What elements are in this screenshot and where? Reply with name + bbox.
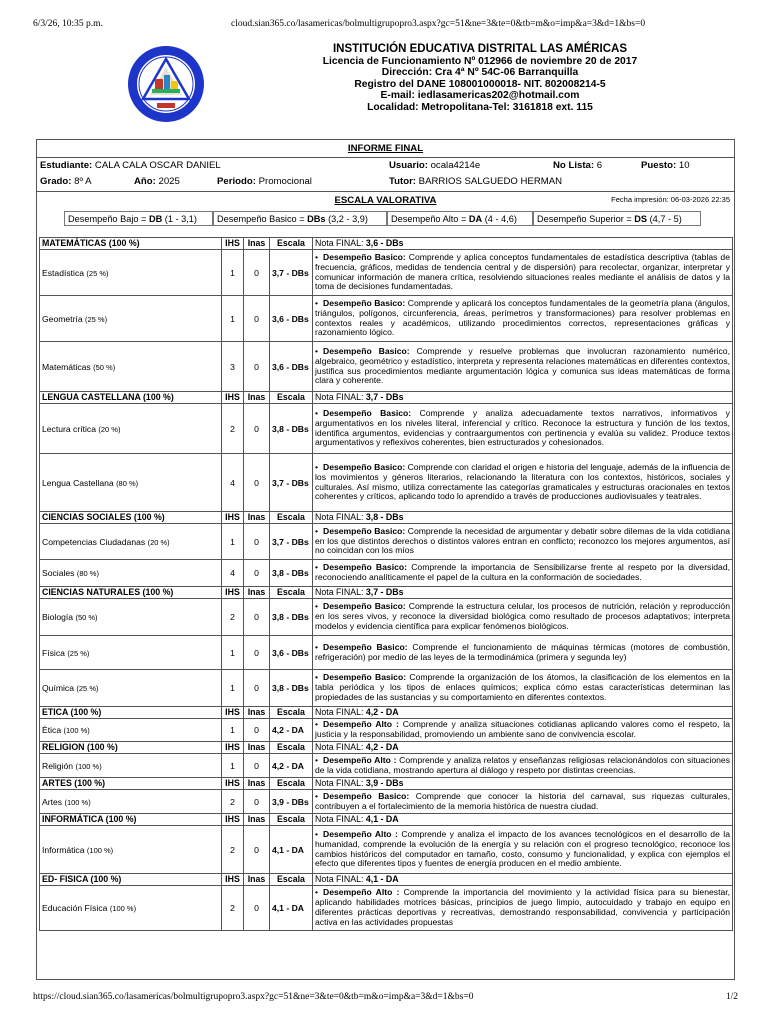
year-value: 2025 [158, 176, 180, 187]
area-name: RELIGION (100 %) [40, 742, 222, 754]
subject-ihs: 4 [222, 560, 244, 587]
subject-inas: 0 [244, 790, 270, 814]
area-name: LENGUA CASTELLANA (100 %) [40, 392, 222, 404]
scale-range: (4 - 4,6) [482, 214, 517, 224]
subject-pct: (25 %) [85, 314, 108, 324]
scale-item [213, 211, 387, 226]
description-text: Comprende y resuelve problemas que involucran razonamiento numérico, algebraico, geométrico y estadístico, interpreta y representa relaciones matemáticas en diferentes contextos, justifica sus procedimientos mediante argumentación lógica y comunica sus ideas matemáticas de forma clara y coherente. [315, 345, 730, 386]
subject-ihs: 4 [222, 454, 244, 512]
final-label: Nota FINAL: [315, 742, 366, 752]
print-url-bottom: https://cloud.sian365.co/lasamericas/bolmultigrupopro3.aspx?gc=51&ne=3&te=0&tb=m&o=imp&a=3&d=1&bs=0 [33, 992, 474, 1002]
subject-grade: 3,8 - DBs [270, 404, 313, 454]
performance-level: Desempeño Basico: [323, 790, 416, 801]
description-text: Comprende que conocer la historia del carnaval, sus riquezas culturales, contribuyen a el fortalecimiento de la memoria histórica de nuestra ciudad. [315, 790, 730, 811]
inas-header: Inas [244, 814, 270, 826]
bullet-icon: • [315, 828, 319, 839]
subject-grade: 3,8 - DBs [270, 599, 313, 636]
scale-range: (4,7 - 5) [647, 214, 682, 224]
print-footer [33, 992, 738, 1002]
subject-pct: (50 %) [75, 613, 98, 622]
subject-title: Ética [42, 725, 64, 735]
subject-row [40, 404, 733, 454]
performance-level: Desempeño Basico: [323, 641, 413, 652]
description-text: Comprende con claridad el origen e historia del lenguaje, además de la influencia de los movimientos y géneros literarios, relacionando la literatura con los contextos, históricos, sociales y culturales. Así mismo, utiliza correctamente las categorías gramaticales y estructuras oracionales en textos coherentes y críticos, aplicando todo lo aprendido a través de producciones audiovisuales y teatrales. [315, 461, 730, 502]
performance-level: Desempeño Alto : [323, 828, 402, 839]
area-header-row [40, 238, 733, 250]
inas-header: Inas [244, 778, 270, 790]
bullet-icon: • [315, 525, 319, 536]
subject-name [40, 404, 222, 454]
subject-row [40, 342, 733, 392]
school-registry: Registro del DANE 108001000018- NIT. 802008214-5 [354, 78, 606, 90]
area-name: CIENCIAS SOCIALES (100 %) [40, 512, 222, 524]
subject-name [40, 826, 222, 874]
tutor-value: BARRIOS SALGUEDO HERMAN [418, 176, 563, 187]
inas-header: Inas [244, 392, 270, 404]
student-name: CALA CALA OSCAR DANIEL [94, 160, 221, 171]
subject-ihs: 2 [222, 404, 244, 454]
subject-ihs: 1 [222, 670, 244, 707]
subject-title: Lectura crítica [42, 423, 99, 434]
subject-ihs: 2 [222, 599, 244, 636]
subject-pct: (20 %) [147, 537, 170, 547]
area-final-note [313, 814, 733, 826]
subject-inas: 0 [244, 250, 270, 296]
school-header [190, 44, 768, 114]
print-url: cloud.sian365.co/lasamericas/bolmultigrupopro3.aspx?gc=51&ne=3&te=0&tb=m&o=imp&a=3&d=1&bs=0 [231, 19, 646, 29]
subject-pct: (80 %) [116, 478, 139, 488]
description-text: Comprende la importancia de Sensibilizarse frente al respeto por la diversidad, reconociendo analíticamente el papel de la cultura en la conformación de sociedades. [315, 562, 730, 582]
subject-name [40, 790, 222, 814]
rank-label: Puesto: [641, 160, 677, 171]
subject-description [313, 342, 733, 392]
ihs-header: IHS [222, 742, 244, 754]
subject-name [40, 670, 222, 707]
subject-description [313, 754, 733, 778]
subject-description [313, 790, 733, 814]
area-final-note [313, 587, 733, 599]
user-label: Usuario: [389, 160, 428, 171]
subject-grade: 3,7 - DBs [270, 250, 313, 296]
print-datetime: 6/3/26, 10:35 p.m. [33, 19, 103, 29]
final-label: Nota FINAL: [315, 587, 366, 597]
subject-grade: 4,1 - DA [270, 886, 313, 931]
area-final-note [313, 707, 733, 719]
subject-ihs: 1 [222, 636, 244, 670]
subject-row [40, 599, 733, 636]
list-label: No Lista: [553, 160, 595, 171]
subject-grade: 3,7 - DBs [270, 454, 313, 512]
subject-description [313, 296, 733, 342]
bullet-icon: • [315, 297, 319, 308]
scale-range: (1 - 3,1) [162, 214, 197, 224]
scale-label: Desempeño Superior = [537, 214, 635, 224]
performance-level: Desempeño Alto : [323, 719, 403, 730]
escala-header: Escala [270, 707, 313, 719]
subject-pct: (25 %) [86, 268, 109, 278]
page-number: 1/2 [725, 992, 738, 1002]
escala-header: Escala [270, 814, 313, 826]
description-text: Comprende el funcionamiento de máquinas térmicas (motores de combustión, refrigeración) por medio de las leyes de la termodinámica (primera y segunda ley) [315, 641, 730, 662]
subject-title: Química [42, 683, 77, 693]
subject-title: Biología [42, 612, 76, 622]
rank-value: 10 [678, 160, 690, 171]
subject-inas: 0 [244, 342, 270, 392]
student-label: Estudiante: [40, 160, 93, 171]
subject-ihs: 1 [222, 296, 244, 342]
bullet-icon: • [315, 641, 319, 652]
subject-title: Competencias Ciudadanas [42, 536, 148, 547]
final-value: 4,2 - DA [365, 742, 399, 752]
inas-header: Inas [244, 587, 270, 599]
subject-pct: (100 %) [86, 845, 114, 855]
subject-description [313, 524, 733, 560]
inas-header: Inas [244, 707, 270, 719]
final-value: 3,8 - DBs [365, 512, 404, 522]
ihs-header: IHS [222, 587, 244, 599]
subject-pct: (25 %) [76, 684, 99, 693]
scale-item [533, 211, 701, 226]
subject-inas: 0 [244, 599, 270, 636]
escala-header: Escala [270, 778, 313, 790]
subject-description [313, 454, 733, 512]
inas-header: Inas [244, 238, 270, 250]
area-final-note [313, 392, 733, 404]
final-label: Nota FINAL: [315, 392, 366, 402]
subject-description [313, 826, 733, 874]
description-text: Comprende y analiza adecuadamente textos narrativos, informativos y argumentativos en los niveles literal, inferencial y crítico. Reconoce la estructura y función de los textos, identifica argumentos, evidencias y contraargumentos con pertinencia y evalúa su validez. Produce textos argumentativos y reflexivos coherentes, bien estructurados y cohesionados. [315, 407, 730, 448]
subject-description [313, 886, 733, 931]
subject-title: Informática [42, 844, 87, 855]
subject-ihs: 2 [222, 826, 244, 874]
escala-header: Escala [270, 874, 313, 886]
area-name: ETICA (100 %) [40, 707, 222, 719]
final-label: Nota FINAL: [315, 814, 366, 824]
subject-grade: 3,8 - DBs [270, 560, 313, 587]
scale-label: Desempeño Basico = [217, 214, 308, 224]
inas-header: Inas [244, 874, 270, 886]
subject-inas: 0 [244, 404, 270, 454]
area-header-row [40, 874, 733, 886]
description-text: Comprende la organización de los átomos, la clasificación de los elementos en la tabla periódica y los tipos de enlaces químicos; explica cómo estas características determinan las propiedades de las sustancias y su comportamiento en diferentes contextos. [315, 672, 730, 702]
subject-row [40, 524, 733, 560]
subject-description [313, 599, 733, 636]
scale-label: Desempeño Bajo = [68, 214, 149, 224]
subject-inas: 0 [244, 454, 270, 512]
area-final-note [313, 238, 733, 250]
escala-header: Escala [270, 512, 313, 524]
grade-label: Grado: [40, 176, 72, 187]
performance-level: Desempeño Basico: [323, 407, 420, 418]
area-final-note [313, 742, 733, 754]
bullet-icon: • [315, 719, 319, 730]
subject-grade: 3,6 - DBs [270, 342, 313, 392]
performance-level: Desempeño Alto : [323, 754, 400, 765]
subject-pct: (100 %) [63, 726, 90, 735]
ihs-header: IHS [222, 238, 244, 250]
period-value: Promocional [258, 176, 312, 187]
subject-row [40, 886, 733, 931]
area-header-row [40, 707, 733, 719]
scale-range: (3,2 - 3,9) [325, 214, 368, 224]
ihs-header: IHS [222, 778, 244, 790]
scale-item [64, 211, 213, 226]
subject-description [313, 719, 733, 742]
subject-pct: (100 %) [64, 797, 91, 807]
bullet-icon: • [315, 461, 319, 472]
subject-pct: (20 %) [98, 424, 121, 434]
subject-description [313, 404, 733, 454]
report-title: INFORME FINAL [347, 143, 424, 154]
subject-grade: 4,2 - DA [270, 754, 313, 778]
ihs-header: IHS [222, 392, 244, 404]
area-name: INFORMÁTICA (100 %) [40, 814, 222, 826]
final-value: 3,7 - DBs [365, 392, 404, 402]
subject-row [40, 670, 733, 707]
subject-title: Geometría [42, 313, 85, 324]
scale-code: DB [148, 214, 163, 224]
subject-grade: 3,7 - DBs [270, 524, 313, 560]
final-label: Nota FINAL: [315, 778, 366, 788]
subject-row [40, 719, 733, 742]
area-name: ARTES (100 %) [40, 778, 222, 790]
scale-code: DBs [307, 214, 326, 224]
subject-name [40, 636, 222, 670]
escala-header: Escala [270, 238, 313, 250]
subject-ihs: 1 [222, 719, 244, 742]
bullet-icon: • [315, 672, 319, 683]
school-locality: Localidad: Metropolitana-Tel: 3161818 ext. 115 [367, 101, 593, 113]
subject-name [40, 250, 222, 296]
scale-code: DS [634, 214, 648, 224]
area-header-row [40, 512, 733, 524]
performance-level: Desempeño Basico: [323, 601, 409, 612]
school-license: Licencia de Funcionamiento Nº 012966 de noviembre 20 de 2017 [322, 55, 638, 67]
subject-description [313, 560, 733, 587]
subject-inas: 0 [244, 886, 270, 931]
ihs-header: IHS [222, 512, 244, 524]
subject-name [40, 454, 222, 512]
subject-inas: 0 [244, 826, 270, 874]
area-header-row [40, 587, 733, 599]
subject-name [40, 599, 222, 636]
subject-title: Sociales [42, 568, 77, 578]
subject-ihs: 1 [222, 524, 244, 560]
subject-inas: 0 [244, 754, 270, 778]
area-header-row [40, 778, 733, 790]
subject-row [40, 560, 733, 587]
subject-ihs: 1 [222, 250, 244, 296]
subject-row [40, 636, 733, 670]
performance-level: Desempeño Basico: [323, 672, 410, 683]
subject-name [40, 342, 222, 392]
bullet-icon: • [315, 887, 319, 898]
final-label: Nota FINAL: [315, 707, 366, 717]
description-text: Comprende y aplicará los conceptos fundamentales de la geometría plana (ángulos, triángulos, polígonos, circunferencia, áreas, perímetros y transformaciones) para resolver problemas en contextos reales y académicos, utilizando procedimientos correctos, representaciones gráficas y razonamiento lógico. [315, 297, 730, 338]
performance-level: Desempeño Basico: [323, 562, 412, 573]
subject-grade: 3,6 - DBs [270, 636, 313, 670]
user-value: ocala4214e [430, 160, 481, 171]
ihs-header: IHS [222, 707, 244, 719]
year-label: Año: [134, 176, 156, 187]
tutor-label: Tutor: [389, 176, 416, 187]
subject-grade: 3,6 - DBs [270, 296, 313, 342]
bullet-icon: • [315, 251, 319, 262]
description-text: Comprende y analiza situaciones cotidianas aplicando valores como el respeto, la justicia y la responsabilidad, promoviendo un ambiente sano de convivencia escolar. [315, 719, 730, 739]
subject-row [40, 790, 733, 814]
escala-header: Escala [270, 587, 313, 599]
subject-row [40, 296, 733, 342]
bullet-icon: • [315, 790, 319, 801]
final-label: Nota FINAL: [315, 874, 366, 884]
performance-level: Desempeño Basico: [323, 297, 408, 308]
ihs-header: IHS [222, 814, 244, 826]
subject-title: Estadística [42, 267, 87, 278]
subject-pct: (25 %) [67, 648, 90, 658]
scale-title: ESCALA VALORATIVA [334, 195, 437, 206]
subject-row [40, 826, 733, 874]
area-header-row [40, 742, 733, 754]
description-text: Comprende y aplica conceptos fundamentales de estadística descriptiva (tablas de frecuencia, gráficos, medidas de tendencia central y de dispersión) para recolectar, organizar, interpretar y comunicar información de manera crítica, resolviendo situaciones reales mediante el análisis de datos y la toma de decisiones fundamentadas. [315, 251, 730, 292]
final-value: 3,9 - DBs [365, 778, 404, 788]
subject-name [40, 560, 222, 587]
subject-row [40, 754, 733, 778]
subject-title: Lengua Castellana [42, 477, 117, 488]
subject-description [313, 250, 733, 296]
subject-description [313, 636, 733, 670]
school-address: Dirección: Cra 4ª Nº 54C-06 Barranquilla [381, 67, 579, 79]
subject-ihs: 3 [222, 342, 244, 392]
scale-item [387, 211, 533, 226]
area-final-note [313, 778, 733, 790]
subject-grade: 4,1 - DA [270, 826, 313, 874]
subject-ihs: 2 [222, 886, 244, 931]
subject-name [40, 296, 222, 342]
area-name: CIENCIAS NATURALES (100 %) [40, 587, 222, 599]
subject-inas: 0 [244, 670, 270, 707]
subject-row [40, 454, 733, 512]
area-final-note [313, 874, 733, 886]
final-label: Nota FINAL: [315, 238, 366, 248]
grades-table [39, 237, 733, 931]
area-header-row [40, 392, 733, 404]
school-name: INSTITUCIÓN EDUCATIVA DISTRITAL LAS AMÉRICAS [332, 43, 628, 55]
subject-row [40, 250, 733, 296]
subject-name [40, 524, 222, 560]
description-text: Comprende la importancia del movimiento y la actividad física para su bienestar, aplicando habilidades motrices básicas, principios de juego limpio, autocuidado y trabajo en equipo en diferentes prácticas deportivas y recreativas, demostrando responsabilidad, convivencia y participación activa en las actividades propuestas [315, 887, 731, 927]
description-text: Comprende la necesidad de argumentar y debatir sobre dilemas de la vida cotidiana en los que distintos derechos o distintos valores entran en conflicto; reconozco los mejores argumentos, así no coincidan con los míos [315, 525, 730, 556]
final-value: 4,1 - DA [365, 814, 399, 824]
report-card [36, 139, 735, 980]
performance-level: Desempeño Basico: [323, 251, 409, 262]
subject-pct: (100 %) [75, 761, 102, 771]
area-name: ED- FISICA (100 %) [40, 874, 222, 886]
subject-ihs: 2 [222, 790, 244, 814]
subject-name [40, 719, 222, 742]
ihs-header: IHS [222, 874, 244, 886]
description-text: Comprende y analiza relatos y enseñanzas religiosas relacionándolos con situaciones de la vida cotidiana, mostrando apertura al diálogo y respeto por distintas creencias. [315, 754, 730, 775]
subject-inas: 0 [244, 560, 270, 587]
description-text: Comprende la estructura celular, los procesos de nutrición, relación y reproducción en los seres vivos, y reconoce la diversidad biológica como resultado de procesos adaptativos; interpreta modelos y evidencia científica para explicar fenómenos biológicos. [315, 601, 730, 631]
subject-name [40, 754, 222, 778]
final-value: 3,6 - DBs [365, 238, 404, 248]
bullet-icon: • [315, 562, 319, 573]
subject-title: Educación Física [42, 903, 110, 913]
subject-name [40, 886, 222, 931]
subject-inas: 0 [244, 636, 270, 670]
subject-grade: 3,8 - DBs [270, 670, 313, 707]
bullet-icon: • [315, 345, 319, 356]
subject-grade: 4,2 - DA [270, 719, 313, 742]
bullet-icon: • [315, 754, 319, 765]
description-text: Comprende y analiza el impacto de los avances tecnológicos en el desarrollo de la humanidad, comprende la evolución de la energía y su relación con el progreso tecnológico, reconoce los cambios históricos del computador en tamaño, costo, consumo y funcionalidad, y explica con ejemplos el efecto que diferentes tipos y fuentes de energía producen en el medio ambiente. [315, 828, 731, 869]
print-date: Fecha impresión: 06-03-2026 22:35 [611, 195, 730, 204]
final-value: 3,7 - DBs [365, 587, 404, 597]
subject-ihs: 1 [222, 754, 244, 778]
escala-header: Escala [270, 392, 313, 404]
scale-code: DA [468, 214, 483, 224]
grade-value: 8º A [74, 176, 92, 187]
subject-inas: 0 [244, 296, 270, 342]
subject-title: Religión [42, 760, 76, 771]
final-label: Nota FINAL: [315, 512, 366, 522]
subject-title: Artes [42, 796, 65, 807]
subject-pct: (50 %) [93, 362, 116, 372]
bullet-icon: • [315, 601, 319, 612]
performance-level: Desempeño Basico: [323, 461, 408, 472]
list-value: 6 [596, 160, 603, 171]
inas-header: Inas [244, 512, 270, 524]
area-header-row [40, 814, 733, 826]
escala-header: Escala [270, 742, 313, 754]
subject-inas: 0 [244, 524, 270, 560]
area-final-note [313, 512, 733, 524]
final-value: 4,2 - DA [365, 707, 399, 717]
performance-level: Desempeño Basico: [323, 345, 417, 356]
subject-pct: (100 %) [109, 904, 137, 913]
inas-header: Inas [244, 742, 270, 754]
subject-grade: 3,9 - DBs [270, 790, 313, 814]
school-email: E-mail: iedlasamericas202@hotmail.com [380, 90, 580, 102]
subject-description [313, 670, 733, 707]
area-name: MATEMÁTICAS (100 %) [40, 238, 222, 250]
final-value: 4,1 - DA [365, 874, 399, 884]
subject-inas: 0 [244, 719, 270, 742]
scale-label: Desempeño Alto = [391, 214, 469, 224]
subject-title: Matemáticas [42, 361, 94, 372]
subject-pct: (80 %) [76, 569, 99, 578]
performance-level: Desempeño Basico: [323, 525, 408, 536]
bullet-icon: • [315, 407, 319, 418]
performance-level: Desempeño Alto : [323, 887, 404, 898]
period-label: Periodo: [217, 176, 256, 187]
subject-title: Física [42, 647, 68, 658]
